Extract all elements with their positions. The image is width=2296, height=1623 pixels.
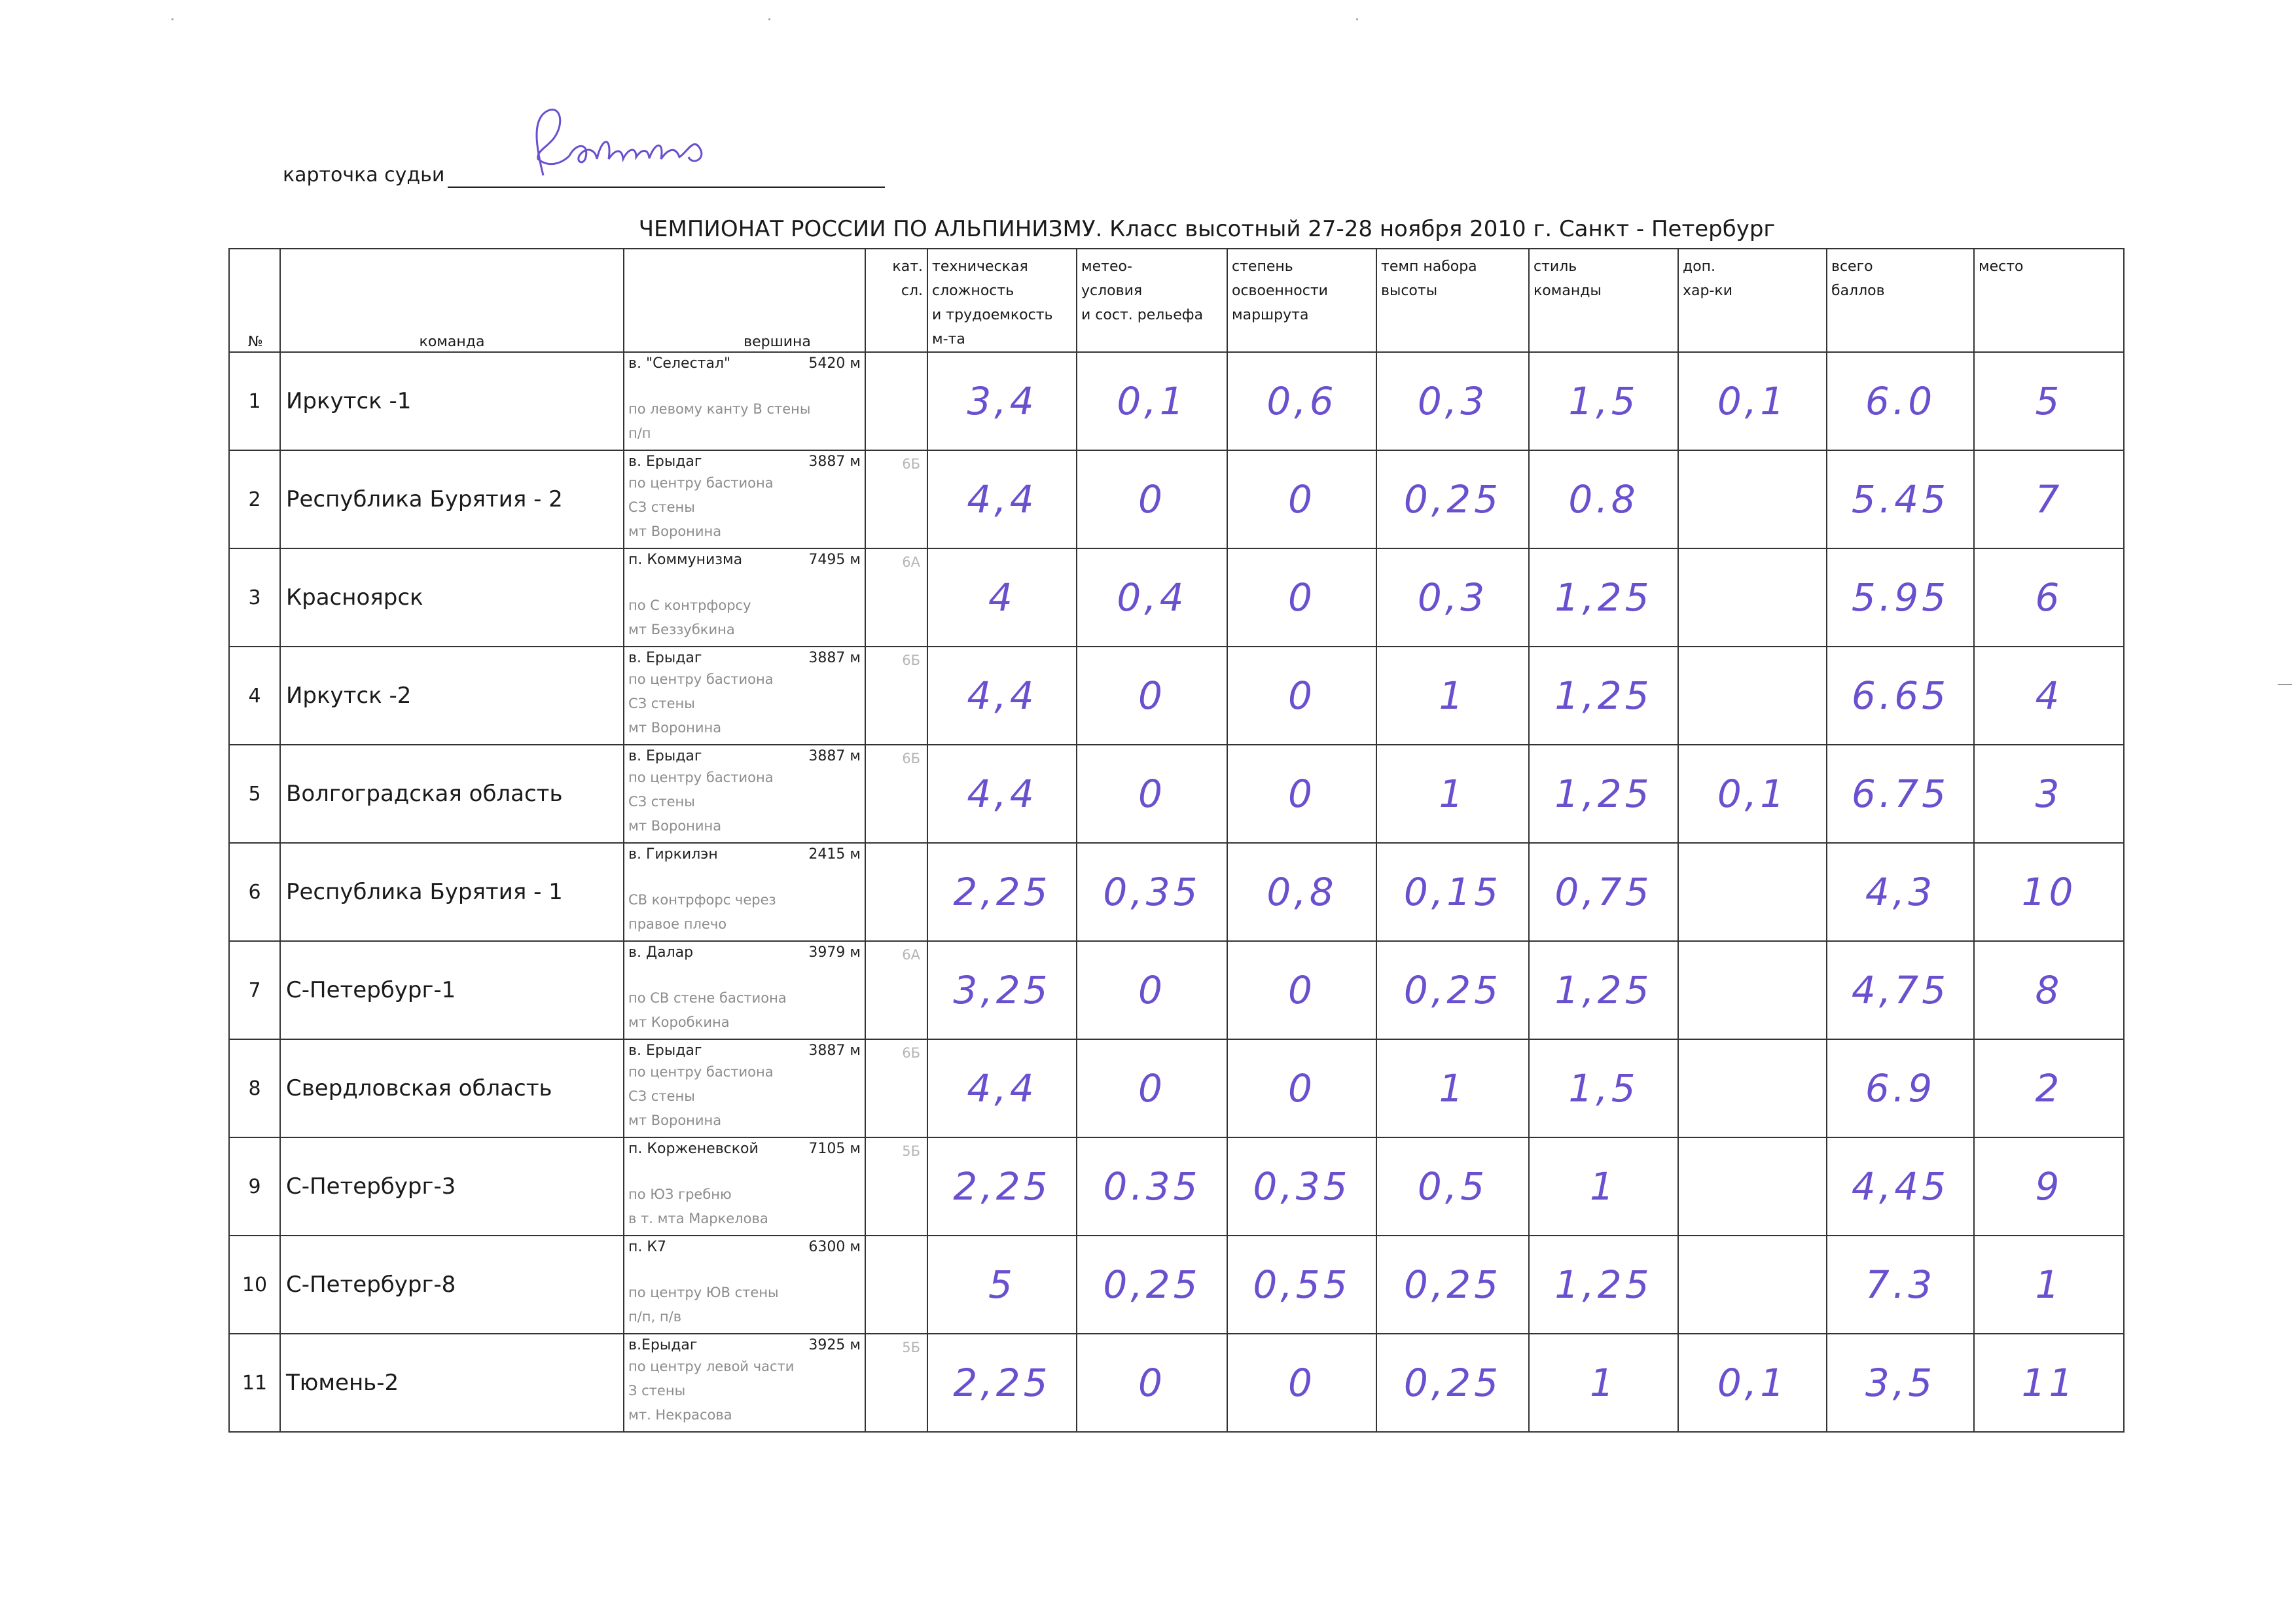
score-style: 0.8 — [1529, 450, 1678, 548]
row-number: 1 — [229, 352, 280, 450]
score-extra — [1678, 647, 1827, 745]
peak-name: в. Ерыдаг — [628, 748, 702, 764]
header-pace — [1376, 249, 1529, 352]
score-style: 1 — [1529, 1334, 1678, 1432]
route-description: по левому канту В стены п/п — [628, 401, 811, 441]
header-no-label: № — [248, 334, 263, 350]
judge-signature-line — [448, 187, 885, 188]
peak-cell — [624, 1137, 865, 1236]
header-explored-label: степень освоенности маршрута — [1232, 259, 1328, 323]
score-style: 1,25 — [1529, 1236, 1678, 1334]
header-meteo — [1077, 249, 1227, 352]
header-team — [280, 249, 624, 352]
team-name: Иркутск -2 — [280, 647, 624, 745]
route-description: по центру бастиона СЗ стены мт Воронина — [628, 1064, 774, 1128]
score-extra — [1678, 1137, 1827, 1236]
score-tech: 4,4 — [927, 450, 1077, 548]
category-cell — [865, 941, 927, 1039]
category-value — [866, 1236, 927, 1241]
peak-name: п. К7 — [628, 1239, 666, 1255]
table-row — [229, 1334, 2124, 1432]
score-tech: 4,4 — [927, 647, 1077, 745]
peak-header — [624, 1138, 865, 1157]
category-value: 5Б — [902, 1143, 920, 1159]
header-team-label: команда — [419, 334, 485, 350]
place-value: 4 — [1974, 647, 2124, 745]
place-value: 5 — [1974, 352, 2124, 450]
route-description: по центру бастиона СЗ стены мт Воронина — [628, 475, 774, 539]
peak-name: п. Коммунизма — [628, 552, 743, 568]
header-pace-label: темп набора высоты — [1381, 259, 1477, 299]
peak-cell — [624, 941, 865, 1039]
table-row — [229, 843, 2124, 941]
place-value: 7 — [1974, 450, 2124, 548]
table-row — [229, 647, 2124, 745]
peak-name: в. Ерыдаг — [628, 1043, 702, 1059]
score-pace: 0,25 — [1376, 1236, 1529, 1334]
score-meteo: 0,25 — [1077, 1236, 1227, 1334]
scan-dot — [768, 18, 770, 20]
score-total: 6.65 — [1827, 647, 1974, 745]
score-meteo: 0,4 — [1077, 548, 1227, 647]
header-explored — [1227, 249, 1376, 352]
score-explored: 0 — [1227, 1334, 1376, 1432]
score-style: 1,5 — [1529, 1039, 1678, 1137]
row-number: 7 — [229, 941, 280, 1039]
row-number: 2 — [229, 450, 280, 548]
peak-cell — [624, 548, 865, 647]
route-description: СВ контрфорс через правое плечо — [628, 892, 776, 932]
score-pace: 1 — [1376, 745, 1529, 843]
peak-cell — [624, 450, 865, 548]
header-tech — [927, 249, 1077, 352]
row-number: 4 — [229, 647, 280, 745]
category-value: 6Б — [902, 751, 920, 766]
header-category — [865, 249, 927, 352]
peak-cell — [624, 1236, 865, 1334]
route-description: по С контрфорсу мт Беззубкина — [628, 597, 751, 637]
score-explored: 0 — [1227, 647, 1376, 745]
score-tech: 4,4 — [927, 745, 1077, 843]
score-extra — [1678, 843, 1827, 941]
score-style: 1,25 — [1529, 941, 1678, 1039]
category-cell — [865, 1137, 927, 1236]
score-tech: 3,25 — [927, 941, 1077, 1039]
score-explored: 0 — [1227, 450, 1376, 548]
score-extra — [1678, 450, 1827, 548]
score-total: 6.9 — [1827, 1039, 1974, 1137]
peak-header — [624, 451, 865, 470]
peak-height: 3925 м — [808, 1337, 861, 1353]
table-row — [229, 450, 2124, 548]
score-tech: 4,4 — [927, 1039, 1077, 1137]
table-row — [229, 1137, 2124, 1236]
peak-header — [624, 1334, 865, 1353]
score-pace: 0,5 — [1376, 1137, 1529, 1236]
route-description: по ЮЗ гребню в т. мта Маркелова — [628, 1186, 768, 1226]
score-pace: 0,3 — [1376, 548, 1529, 647]
score-extra — [1678, 941, 1827, 1039]
score-tech: 2,25 — [927, 1334, 1077, 1432]
header-tech-label: техническая сложность и трудоемкость м-та — [932, 259, 1053, 348]
score-total: 7.3 — [1827, 1236, 1974, 1334]
score-tech: 5 — [927, 1236, 1077, 1334]
score-total: 5.95 — [1827, 548, 1974, 647]
row-number: 5 — [229, 745, 280, 843]
score-extra: 0,1 — [1678, 1334, 1827, 1432]
header-place — [1974, 249, 2124, 352]
score-style: 1,25 — [1529, 548, 1678, 647]
team-name: Республика Бурятия - 1 — [280, 843, 624, 941]
header-total-label: всего баллов — [1831, 259, 1885, 299]
score-pace: 0,3 — [1376, 352, 1529, 450]
scan-dot — [2278, 684, 2292, 685]
place-value: 9 — [1974, 1137, 2124, 1236]
score-explored: 0 — [1227, 941, 1376, 1039]
team-name: Иркутск -1 — [280, 352, 624, 450]
category-value — [866, 844, 927, 849]
place-value: 11 — [1974, 1334, 2124, 1432]
category-value: 6Б — [902, 652, 920, 668]
peak-name: в. Ерыдаг — [628, 650, 702, 666]
results-table — [228, 248, 2125, 1433]
document-title: ЧЕМПИОНАТ РОССИИ ПО АЛЬПИНИЗМУ. Класс высотный 27-28 ноября 2010 г. Санкт - Петербург — [638, 216, 1776, 242]
score-total: 5.45 — [1827, 450, 1974, 548]
score-total: 4,75 — [1827, 941, 1974, 1039]
score-pace: 0,25 — [1376, 450, 1529, 548]
place-value: 8 — [1974, 941, 2124, 1039]
score-tech: 3,4 — [927, 352, 1077, 450]
peak-height: 3979 м — [808, 944, 861, 961]
peak-height: 2415 м — [808, 846, 861, 863]
peak-cell — [624, 1039, 865, 1137]
peak-header — [624, 942, 865, 961]
score-total: 6.0 — [1827, 352, 1974, 450]
peak-header — [624, 844, 865, 863]
score-meteo: 0 — [1077, 745, 1227, 843]
score-tech: 4 — [927, 548, 1077, 647]
header-category-label: кат. сл. — [892, 259, 923, 299]
category-cell — [865, 450, 927, 548]
score-meteo: 0,1 — [1077, 352, 1227, 450]
header-peak — [624, 249, 865, 352]
peak-cell — [624, 745, 865, 843]
peak-height: 3887 м — [808, 1043, 861, 1059]
category-value: 6Б — [902, 456, 920, 472]
peak-header — [624, 353, 865, 372]
team-name: Тюмень-2 — [280, 1334, 624, 1432]
header-no — [229, 249, 280, 352]
team-name: С-Петербург-8 — [280, 1236, 624, 1334]
table-header-row — [229, 249, 2124, 352]
score-meteo: 0 — [1077, 1334, 1227, 1432]
row-number: 9 — [229, 1137, 280, 1236]
category-cell — [865, 352, 927, 450]
table-row — [229, 941, 2124, 1039]
team-name: Свердловская область — [280, 1039, 624, 1137]
score-pace: 0,15 — [1376, 843, 1529, 941]
peak-name: в. "Селестал" — [628, 355, 731, 372]
score-total: 6.75 — [1827, 745, 1974, 843]
score-total: 4,45 — [1827, 1137, 1974, 1236]
score-pace: 1 — [1376, 647, 1529, 745]
route-description: по центру бастиона СЗ стены мт Воронина — [628, 671, 774, 736]
peak-height: 7105 м — [808, 1141, 861, 1157]
place-value: 10 — [1974, 843, 2124, 941]
score-pace: 0,25 — [1376, 941, 1529, 1039]
score-style: 1,25 — [1529, 745, 1678, 843]
score-meteo: 0,35 — [1077, 843, 1227, 941]
category-value: 6А — [902, 947, 920, 963]
score-extra — [1678, 548, 1827, 647]
peak-header — [624, 647, 865, 666]
row-number: 6 — [229, 843, 280, 941]
place-value: 2 — [1974, 1039, 2124, 1137]
peak-name: п. Корженевской — [628, 1141, 759, 1157]
score-extra: 0,1 — [1678, 352, 1827, 450]
place-value: 3 — [1974, 745, 2124, 843]
score-style: 1,5 — [1529, 352, 1678, 450]
peak-cell — [624, 647, 865, 745]
route-description: по СВ стене бастиона мт Коробкина — [628, 990, 787, 1030]
score-meteo: 0 — [1077, 941, 1227, 1039]
score-pace: 1 — [1376, 1039, 1529, 1137]
results-body — [229, 352, 2124, 1432]
category-value: 6А — [902, 554, 920, 570]
score-explored: 0,35 — [1227, 1137, 1376, 1236]
category-value: 5Б — [902, 1340, 920, 1355]
peak-name: в. Ерыдаг — [628, 454, 702, 470]
route-description: по центру бастиона СЗ стены мт Воронина — [628, 770, 774, 834]
score-style: 1,25 — [1529, 647, 1678, 745]
score-explored: 0 — [1227, 745, 1376, 843]
scan-dot — [171, 18, 173, 20]
judge-handwritten-name — [524, 97, 720, 182]
score-total: 4,3 — [1827, 843, 1974, 941]
header-style-label: стиль команды — [1534, 259, 1602, 299]
peak-height: 3887 м — [808, 650, 861, 666]
route-description: по центру левой части З стены мт. Некрасова — [628, 1359, 795, 1423]
category-cell — [865, 1334, 927, 1432]
scan-dot — [1356, 18, 1358, 20]
peak-cell — [624, 843, 865, 941]
score-explored: 0,8 — [1227, 843, 1376, 941]
route-description: по центру ЮВ стены п/п, п/в — [628, 1285, 779, 1325]
score-meteo: 0 — [1077, 1039, 1227, 1137]
header-extra — [1678, 249, 1827, 352]
row-number: 8 — [229, 1039, 280, 1137]
category-value — [866, 353, 927, 358]
row-number: 11 — [229, 1334, 280, 1432]
peak-name: в. Далар — [628, 944, 694, 961]
score-extra: 0,1 — [1678, 745, 1827, 843]
team-name: Красноярск — [280, 548, 624, 647]
score-explored: 0 — [1227, 548, 1376, 647]
peak-header — [624, 1040, 865, 1059]
score-style: 0,75 — [1529, 843, 1678, 941]
peak-height: 5420 м — [808, 355, 861, 372]
team-name: Республика Бурятия - 2 — [280, 450, 624, 548]
score-style: 1 — [1529, 1137, 1678, 1236]
peak-height: 3887 м — [808, 748, 861, 764]
peak-header — [624, 745, 865, 764]
score-total: 3,5 — [1827, 1334, 1974, 1432]
category-cell — [865, 1236, 927, 1334]
category-value: 6Б — [902, 1045, 920, 1061]
score-explored: 0,55 — [1227, 1236, 1376, 1334]
score-meteo: 0.35 — [1077, 1137, 1227, 1236]
table-row — [229, 1236, 2124, 1334]
table-row — [229, 1039, 2124, 1137]
row-number: 10 — [229, 1236, 280, 1334]
peak-height: 3887 м — [808, 454, 861, 470]
peak-cell — [624, 1334, 865, 1432]
peak-height: 6300 м — [808, 1239, 861, 1255]
score-pace: 0,25 — [1376, 1334, 1529, 1432]
table-row — [229, 352, 2124, 450]
peak-header — [624, 549, 865, 568]
header-style — [1529, 249, 1678, 352]
peak-height: 7495 м — [808, 552, 861, 568]
category-cell — [865, 1039, 927, 1137]
header-total — [1827, 249, 1974, 352]
place-value: 1 — [1974, 1236, 2124, 1334]
score-meteo: 0 — [1077, 450, 1227, 548]
score-meteo: 0 — [1077, 647, 1227, 745]
score-extra — [1678, 1039, 1827, 1137]
team-name: С-Петербург-1 — [280, 941, 624, 1039]
table-row — [229, 745, 2124, 843]
header-peak-label: вершина — [744, 334, 811, 350]
peak-name: в. Гиркилэн — [628, 846, 718, 863]
team-name: Волгоградская область — [280, 745, 624, 843]
peak-cell — [624, 352, 865, 450]
judge-card-label: карточка судьи — [283, 164, 445, 187]
peak-header — [624, 1236, 865, 1255]
header-meteo-label: метео- условия и сост. рельефа — [1081, 259, 1204, 323]
category-cell — [865, 843, 927, 941]
header-place-label: место — [1979, 259, 2024, 275]
score-explored: 0 — [1227, 1039, 1376, 1137]
team-name: С-Петербург-3 — [280, 1137, 624, 1236]
score-tech: 2,25 — [927, 1137, 1077, 1236]
place-value: 6 — [1974, 548, 2124, 647]
header-extra-label: доп. хар-ки — [1683, 259, 1732, 299]
score-explored: 0,6 — [1227, 352, 1376, 450]
category-cell — [865, 647, 927, 745]
peak-name: в.Ерыдаг — [628, 1337, 698, 1353]
row-number: 3 — [229, 548, 280, 647]
score-tech: 2,25 — [927, 843, 1077, 941]
category-cell — [865, 548, 927, 647]
table-row — [229, 548, 2124, 647]
score-extra — [1678, 1236, 1827, 1334]
category-cell — [865, 745, 927, 843]
